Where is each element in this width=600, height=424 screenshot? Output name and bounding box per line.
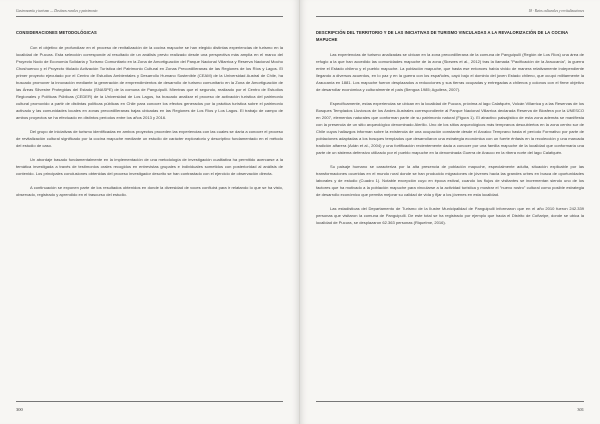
paragraph: Del grupo de iniciativas de turismo identificadas en ambos proyectos proceden las experiencias con las cuales se daría a conocer el proceso de revitalización cultural significado por la cocina mapuche mediante un estudio de carácter exploratorio y descriptivo fundamentado en el método del estudio de caso.	[16, 128, 283, 148]
page-number-right: 301	[577, 407, 584, 412]
running-head-left: Gastronomía y turismo — Destinos rurales y patrimonio	[16, 9, 98, 13]
header-rule	[316, 16, 584, 17]
paragraph: Las experiencias de turismo analizadas se ubican en la zona precordillerana de la comuna de Panguipulli (Región de Los Ríos) una área de refugio a la que han accedido las comunidades mapuche de la zona (Skewes et al., 2012) tras la llamada "Pacificación de la Araucanía", la guerra entre el Estado chileno y el pueblo mapuche. La población mapuche, que hasta ese entonces había vivido de manera relativamente independiente llegando a diversos acuerdos, en lo paz y en la guerra con los españoles, cayó bajo el dominio del joven Estado chileno, que ocupó militarmente la Araucanía en 1881. Los mapuche fueron desplazados a reducciones y sus tierras ocupadas y entregadas a chilenos y colonos con el firme objetivo de desarrollar económica y culturalmente el país (Bengoa 1985; Aguilera, 2007).	[316, 51, 584, 92]
footer-rule	[316, 401, 584, 402]
right-page-body	[316, 30, 584, 233]
section-heading: DESCRIPCIÓN DEL TERRITORIO Y DE LAS INICIATIVAS DE TURISMO VINCULADAS A LA REVALORIZACIÓN DE LA COCINA MAPUCHE	[316, 30, 569, 42]
header-rule	[16, 16, 283, 17]
paragraph: Las estadísticas del Departamento de Turismo de la Ilustre Municipalidad de Panguipulli informaron que en el año 2010 fueron 242.339 personas que visitaron la comuna de Panguipulli. De este total se ha registrado por ejemplo que hacia el Distrito de Coñaripe, donde se ubica la localidad de Pucura, se desplazaron 62.363 personas (Riquelme, 2016).	[316, 205, 584, 225]
paragraph: Con el objetivo de profundizar en el proceso de revitalización de la cocina mapuche se han elegido distintas experiencias de turismo en la localidad de Pucura. Esta selección corresponde al resultado de un análisis previo realizado desde una perspectiva más amplia en el marco del Proyecto Nodo de Economía Solidaria y Turismo Comunitario en la Zona de Amortiguación del Parque Nacional Villarrica y Reserva Nacional Mocho Choshuenco y el Proyecto titulado Activación Turística del Patrimonio Cultural en Zonas Precordilleranas de las Regiones de los Ríos y Lagos. El primer proyecto ejecutado por el Centro de Estudios Ambientales y Desarrollo Humano Sostenible (CEAM) de la Universidad Austral de Chile, ha buscado promover la innovación mediante la generación de emprendimientos de desarrollo de turismo comunitario en la Zona de Amortiguación de las Áreas Silvestre Protegidas del Estado (SNASPE) de la comuna de Panguipulli. Mientras que el segundo, realizado por el Centro de Estudios Regionales y Políticas Públicas (CEDER) de la Universidad de Los Lagos, ha buscado analizar el proceso de activación turística del patrimonio cultural promovido a partir de distintas políticas públicas en Chile para conocer los efectos generados por la práctica turística sobre el patrimonio activado y las comunidades locales en zonas precordilleranas bajas ubicadas en las Regiones de Los Ríos y Los Lagos. El trabajo de campo de ambos proyectos se ha efectuado en distintos períodos entre los años 2013 y 2016.	[16, 44, 283, 120]
right-page	[300, 0, 600, 424]
paragraph: Su paisaje humano se caracteriza por la alta presencia de población mapuche, especialmente adulta, situación explicable por las transformaciones ocurridas en el mundo rural donde se han producido migraciones de jóvenes hacia las grandes urbes en busca de oportunidades laborales y de estudio (Cuadro 1). Notable excepción cuyo en época estival, cuando los flujos de visitantes se incrementan siendo uno de los factores que ha motivado a la población mapuche para vincularse a la actividad turística y mostrar el "nuevo rostro" cultural como posible estrategia de desarrollo económico que permita mejorar su calidad de vida y fijar a los jóvenes en esta localidad.	[316, 163, 584, 197]
left-page-body	[16, 30, 283, 205]
running-head-right: 18 · Retos culturales y revitalizaciones	[528, 9, 584, 13]
page-number-left: 300	[16, 407, 23, 412]
footer-rule	[16, 401, 283, 402]
paragraph: Un abordaje basado fundamentalmente en la implementación de una metodología de investigación cualitativa ha permitido acercarse a la temática investigada a través de testimonios orales recogidos en entrevistas grupales e individuales sometidos con posterioridad al análisis de contenido. Los principales conclusiones obtenidas del proceso investigador descrito se han contrastado con el ejercicio de observación directa.	[16, 157, 283, 177]
paragraph: Específicamente, estas experiencias se ubican en la localidad de Pucura, próxima al lago Calafquén, Volcán Villarrica y a las Reservas de los Bosques Templados Lluviosos de los Andes Australes correspondiente al Parque Nacional Villarrica declarada Reserva de Biosfera por la UNESCO en 2007, elementos naturales que conforman parte de su patrimonio natural (Figura 1). El atractivo paisajístico de esta zona además se manifiesta con la presencia de un sitio arqueológico denominado Alerillo. Uno de los sitios arqueológicos más tempranos descubiertos en la zona centro sur de Chile cuyos hallazgos informan sobre la existencia de una ocupación constante desde el Arcaico Temprano hasta el período Formativo por parte de poblaciones adaptadas a los bosques templados que desarrollaron una estrategia económica con un fuerte énfasis en la recolección y una marcada tradición alfarera (Adán et al., 2004) y una fortificación recientemente dada a conocer por una familia mapuche de la localidad que conformaría una parte de un sistema defensivo utilizado por el pueblo mapuche en la denominada Guerra de Arauco en la ribera norte del lago Calafquén.	[316, 100, 584, 155]
paragraph: A continuación se exponen parte de los resultados obtenidos en donde la diversidad de voces confluirá para ir relatando lo que se ha visto, observado, registrado y aprendido en el trascurso del estudio.	[16, 185, 283, 198]
section-heading: CONSIDERACIONES METODOLÓGICAS	[16, 30, 97, 35]
